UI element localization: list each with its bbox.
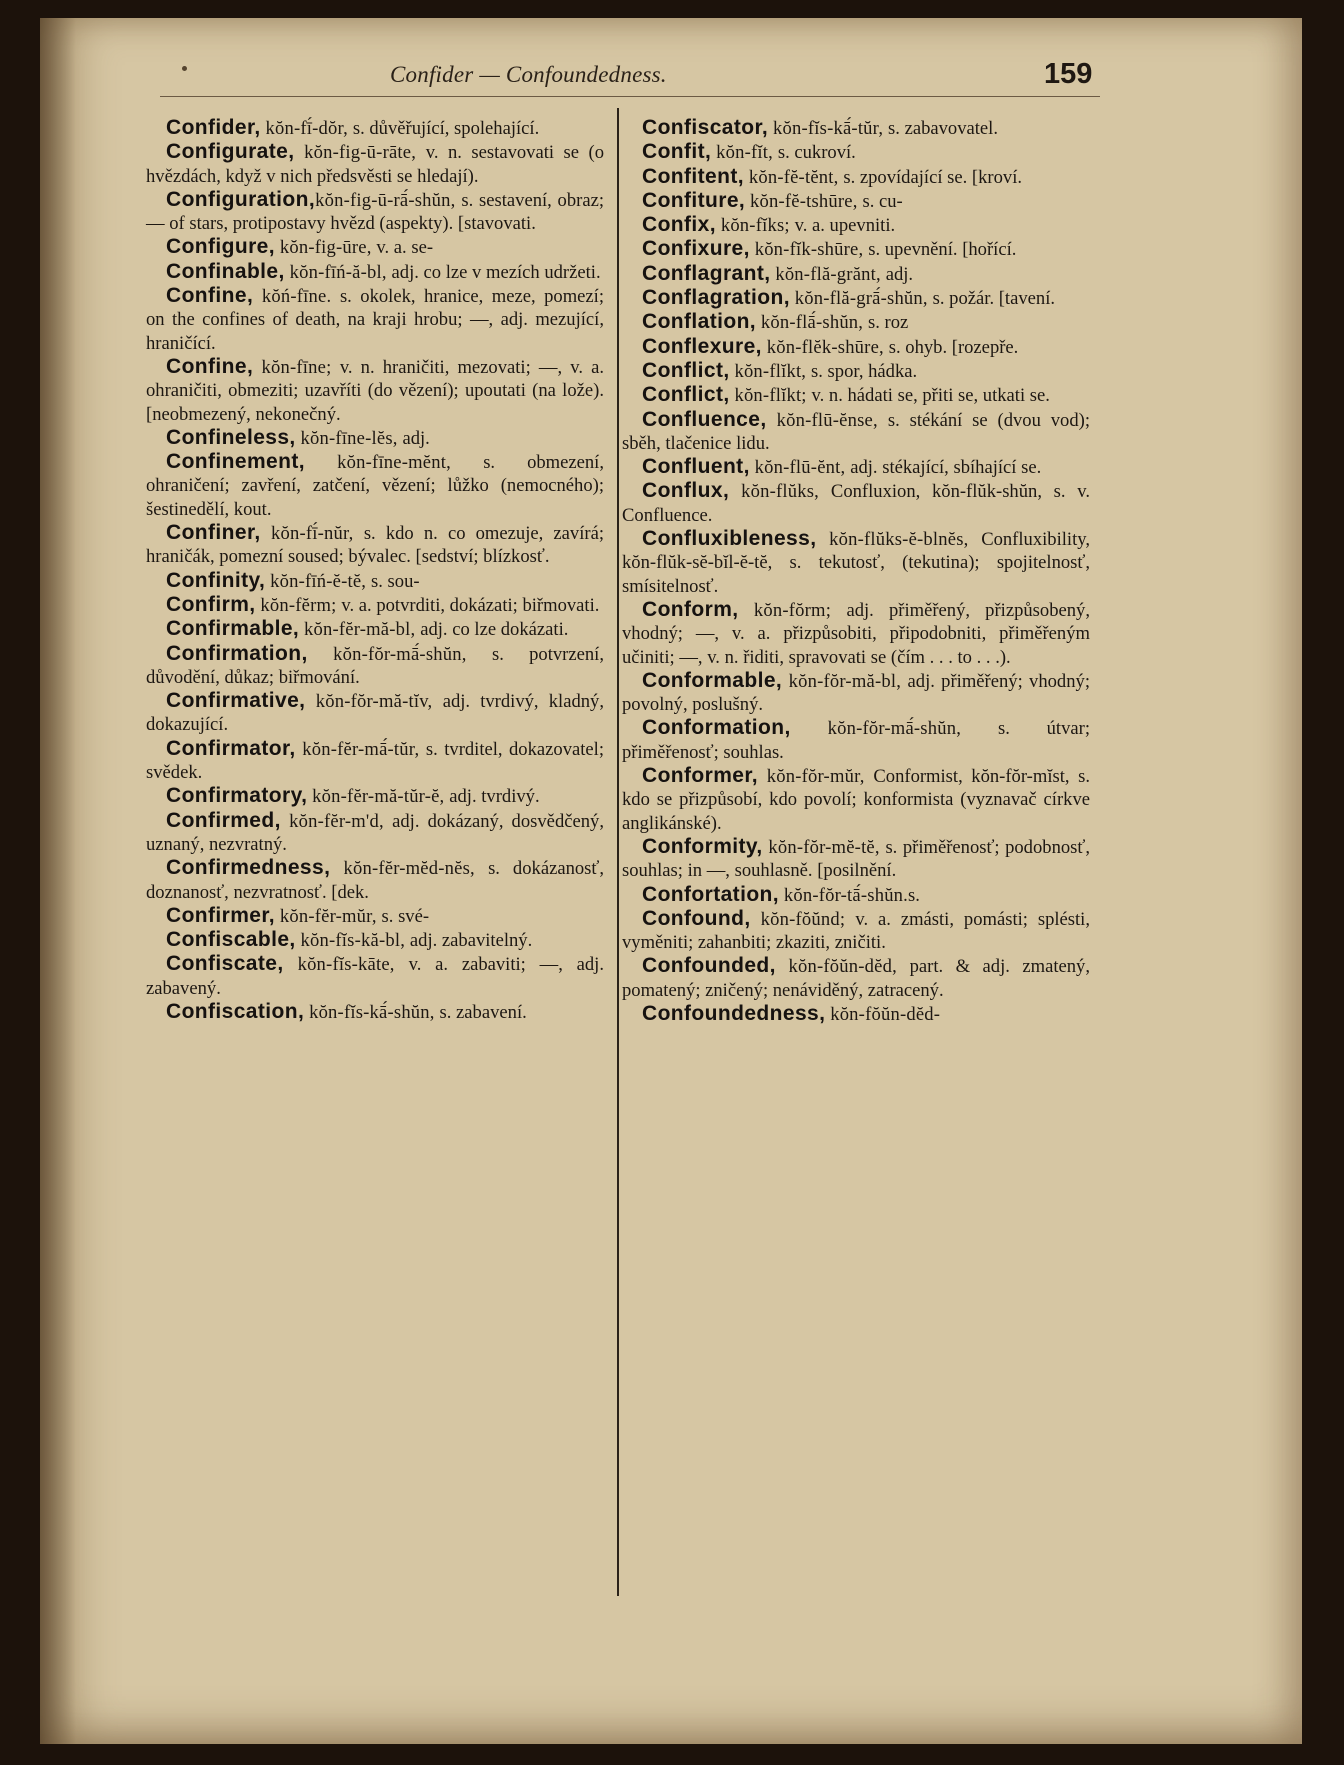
dictionary-entry [622,116,1090,140]
entry-definition: s. [908,884,920,906]
entry-pronunciation: kŏn-fĭs-kă-bl, [295,930,410,952]
entry-pronunciation: kŏn-fĭk-shūre, [749,239,869,261]
entry-pronunciation: kŏn-fĕr-mă-bl, [299,619,421,641]
entry-definition: adj. dokázaný, dosvědčený, uznaný, nezvratný. [146,810,604,855]
entry-pronunciation: kŏn-fŏŭn-dĕd, [775,956,910,978]
entry-pronunciation: kŏn-fĕ-tshūre, [745,190,863,212]
page-number: 159 [1044,58,1093,90]
entry-pronunciation: kŏn-fĕ-tĕnt, [743,166,844,188]
entry-definition: adj. stékající, sbíhající se. [850,457,1042,479]
entry-headword: Configurate, [166,140,295,164]
entry-definition: s. ohyb. [rozepře. [888,336,1019,358]
entry-pronunciation: kŏn-flă-grā́-shŭn, [789,288,933,310]
dictionary-entry [146,1000,604,1024]
dictionary-entry [146,952,604,1000]
header-rule [160,96,1100,97]
entry-headword: Confit, [642,140,712,164]
dictionary-entry [622,455,1090,479]
entry-definition: v. a. zabaviti; —, adj. zabavený. [146,954,604,999]
dictionary-entry [146,784,604,808]
entry-pronunciation: kŏn-fīń-ă-bl, [284,261,392,283]
entry-headword: Confinable, [166,259,285,283]
entry-pronunciation: kŏn-flĭkt; [729,385,812,407]
entry-headword: Confider, [166,116,261,139]
dictionary-entry [622,598,1090,669]
dictionary-entry [622,383,1090,407]
left-column [146,116,604,1024]
entry-pronunciation: kŏn-fŏr-tā́-shŭn. [779,884,909,906]
entry-headword: Confine, [166,354,254,378]
entry-definition: s. své- [381,905,430,927]
entry-pronunciation: kŏn-fŏŭnd; [750,908,856,930]
entry-definition: s. požár. [tavení. [932,288,1056,310]
entry-headword: Confounded, [642,954,776,978]
entry-pronunciation: kŏn-fig-ūre, [275,237,377,259]
entry-headword: Configuration, [166,187,316,211]
dictionary-entry [622,189,1090,213]
entry-definition: s. útvar; přiměřenosť; souhlas. [622,718,1090,763]
entry-headword: Conflux, [642,479,730,503]
entry-definition: adj. co lze v mezích udržeti. [391,261,601,283]
entry-pronunciation: kŏn-flū-ĕnse, [766,409,888,431]
entry-pronunciation: kŏn-fīne-lĕs, [295,427,403,449]
entry-headword: Confine, [166,284,254,308]
entry-headword: Confirmation, [166,641,308,665]
entry-pronunciation: kŏn-fīń-ĕ-tĕ, [265,570,372,592]
dictionary-entry [622,954,1090,1002]
entry-definition: s. potvrzení, důvodění, důkaz; biřmování. [146,643,604,688]
entry-headword: Confluence, [642,407,767,431]
entry-definition: s. upevnění. [hořící. [868,239,1017,261]
entry-pronunciation: kŏń-fīne. [253,286,340,308]
entry-pronunciation: kŏn-flū-ĕnt, [749,457,851,479]
entry-headword: Conformer, [642,764,759,788]
entry-definition: adj. zabavitelný. [409,930,533,952]
entry-pronunciation: kŏn-fĕr-mă-tŭr-ĕ, [307,786,450,808]
entry-definition: adj. co lze dokázati. [420,619,569,641]
entry-definition: s. kdo n. co omezuje, zavírá; hraničák, pomezní soused; bývalec. [sedství; blízkosť. [146,523,604,568]
entry-pronunciation: kŏn-fĕr-m'd, [280,810,393,832]
running-header: Confider — Confoundedness. [390,62,667,87]
entry-headword: Conflict, [642,358,730,382]
dictionary-entry [622,213,1090,237]
dictionary-entry [622,479,1090,527]
entry-headword: Confirmator, [166,736,296,760]
entry-definition: s. zabavovatel. [888,118,998,139]
entry-pronunciation: kŏn-fŏr-mă-bl, [782,670,908,692]
dictionary-entry [622,835,1090,883]
entry-pronunciation: kŏn-flĭkt, [729,360,812,382]
entry-pronunciation: kŏn-fĕr-mĕd-nĕs, [330,858,489,880]
entry-headword: Confiscator, [642,116,769,139]
entry-pronunciation: kŏn-fĕr-mā́-tŭr, [295,738,426,760]
dictionary-entry [622,883,1090,907]
entry-definition: v. a. zmásti, pomásti; splésti, vyměniti; zahanbiti; zkaziti, zničiti. [622,908,1090,954]
dictionary-entry [622,907,1090,955]
entry-headword: Confiture, [642,188,746,212]
entry-definition: adj. tvrdivý. [449,786,540,808]
dictionary-entry [146,593,604,617]
dictionary-entry [146,235,604,259]
entry-pronunciation: kŏn-flŭks-ĕ-blnĕs, [816,529,982,551]
entry-pronunciation: kŏn-fĭs-kāte, [283,954,409,976]
entry-definition: v. a. se- [376,237,434,259]
entry-pronunciation: kŏn-fī́-dŏr, [260,118,353,139]
entry-headword: Confirmed, [166,808,281,832]
entry-pronunciation: kŏn-fig-ū-rāte, [294,142,426,164]
dictionary-entry [146,188,604,236]
dictionary-entry [146,260,604,284]
dictionary-entry [622,359,1090,383]
dictionary-entry [622,527,1090,598]
entry-headword: Confirmable, [166,617,300,641]
entry-definition: s. tvrditel, dokazovatel; svědek. [146,738,605,784]
entry-definition: v. n. hraničiti, mezovati; —, v. a. ohraničiti, obmeziti; uzavříti (do vězení); upoutati (na lože). [neobmezený, nekonečný. [146,356,605,425]
entry-definition: s. obmezení, ohraničení; zavření, zatčení, vězení; lůžko (nemocného); šestinedělí, kout. [146,452,604,520]
entry-pronunciation: kŏn-fĭt, [711,142,778,164]
entry-headword: Confinement, [166,450,305,474]
entry-pronunciation: kŏn-fig-ū-rā́-shŭn, [315,189,462,211]
entry-definition: v. a. potvrditi, dokázati; biřmovati. [341,594,600,616]
entry-headword: Conflict, [642,383,730,407]
entry-pronunciation: kŏn-fŏŭn-dĕd- [825,1003,941,1025]
dictionary-entry [146,116,604,140]
entry-headword: Configure, [166,235,275,259]
entry-headword: Confiscable, [166,928,296,952]
dictionary-entry [146,642,604,690]
entry-headword: Confinity, [166,568,266,592]
entry-definition: adj. přiměřený; vhodný; povolný, poslušný. [622,670,1090,716]
dictionary-entry [622,1002,1090,1026]
entry-headword: Conflation, [642,310,757,334]
entry-pronunciation: kŏn-fŏr-mĕ-tĕ, [762,836,886,858]
entry-pronunciation: kŏn-fŏr-mā́-shŭn, [307,643,493,665]
entry-pronunciation: kŏn-fī́-nŭr, [260,523,364,545]
dictionary-entry [146,737,604,785]
entry-definition: s. přiměřenosť; podobnosť, souhlas; in —, souhlasně. [posilnění. [622,836,1090,882]
entry-pronunciation: kŏn-flă-grănt, [770,263,886,285]
dictionary-entry [146,689,604,737]
entry-pronunciation: kŏn-fĭks; [715,215,795,237]
entry-definition: s. cu- [862,190,903,212]
entry-definition: v. n. hádati se, přiti se, utkati se. [811,385,1050,407]
entry-definition: adj. přiměřený, přizpůsobený, vhodný; —, v. a. přizpůsobiti, připodobniti, přiměřeným učiniti; —, v. n. řiditi, spravovati se (čím . . . to . . .). [622,599,1090,668]
entry-definition: v. n. sestavovati se (o hvězdách, když v nich předsvěsti se hledají). [146,142,604,187]
entry-headword: Confiner, [166,521,261,545]
dictionary-entry [146,521,604,569]
entry-definition: s. dokázanosť, doznanosť, nezvratnosť. [dek. [146,858,604,903]
entry-pronunciation: kŏn-fĕr-mŭr, [275,905,382,927]
entry-definition: s. stékání se (dvou vod); sběh, tlačenice lidu. [622,409,1090,454]
entry-definition: s. zabavení. [439,1001,527,1023]
entry-pronunciation: kŏn-flā́-shŭn, [756,312,869,334]
entry-headword: Confortation, [642,882,780,906]
entry-pronunciation: kŏn-fŏr-mŭr, [758,766,874,788]
column-divider [617,108,619,1596]
entry-pronunciation: kŏn-fĭs-kā́-tŭr, [768,118,889,139]
entry-headword: Confirmative, [166,689,306,713]
entry-headword: Confitent, [642,164,744,188]
dictionary-entry [146,450,604,521]
entry-headword: Confound, [642,906,751,930]
entry-headword: Conformable, [642,668,783,692]
entry-pronunciation: kŏn-fĭs-kā́-shŭn, [304,1001,440,1023]
entry-headword: Conformation, [642,716,791,740]
entry-headword: Confirmedness, [166,856,331,880]
entry-definition: s. důvěřující, spolehající. [352,118,540,139]
entry-pronunciation: kŏn-fĕrm; [255,594,342,616]
dictionary-entry [146,569,604,593]
dictionary-entry [622,669,1090,717]
dictionary-entry [146,140,604,188]
entry-definition: s. sou- [371,570,420,592]
dictionary-entry [146,617,604,641]
dictionary-entry [622,764,1090,835]
entry-headword: Confluent, [642,455,750,479]
dictionary-entry [146,355,604,426]
dictionary-entry [146,856,604,904]
entry-headword: Confineless, [166,425,296,449]
entry-headword: Confirmatory, [166,784,308,808]
dictionary-entry [146,284,604,355]
entry-headword: Confirmer, [166,903,276,927]
entry-definition: part. & adj. zmatený, pomatený; zničený; nenáviděný, zatracený. [622,956,1090,1001]
entry-headword: Conflexure, [642,334,762,358]
entry-pronunciation: kŏn-fŏr-mā́-shŭn, [790,718,999,740]
entry-pronunciation: kŏn-flĕk-shūre, [761,336,889,358]
entry-pronunciation: kŏn-fīne-mĕnt, [304,452,484,474]
entry-headword: Confix, [642,213,716,237]
entry-headword: Confixure, [642,237,750,261]
ink-dot [182,66,187,71]
dictionary-entry [622,165,1090,189]
entry-headword: Conformity, [642,834,763,858]
entry-definition: adj. [885,263,914,285]
dictionary-entry [622,408,1090,456]
entry-definition: s. cukroví. [777,142,856,164]
entry-definition: s. zpovídající se. [kroví. [843,166,1023,188]
entry-pronunciation: kŏn-fŏr-mă-tĭv, [305,691,443,713]
dictionary-entry [146,809,604,857]
dictionary-entry [146,426,604,450]
entry-definition: Conformist, kŏn-fŏr-mĭst, s. kdo se přizpůsobí, kdo povolí; konformista (vyznavač církve anglikánské). [622,766,1090,834]
entry-headword: Confiscate, [166,952,284,976]
entry-definition: s. roz [868,312,909,334]
entry-pronunciation: kŏn-flŭks, [729,481,831,503]
entry-headword: Conform, [642,597,739,621]
entry-definition: s. okolek, hranice, meze, pomezí; on the confines of death, na kraji hrobu; —, adj. mezující, hraničící. [146,286,604,354]
entry-headword: Conflagration, [642,286,790,310]
dictionary-entry [622,716,1090,764]
entry-definition: v. a. upevniti. [794,215,896,237]
dictionary-entry [622,310,1090,334]
entry-headword: Conflagrant, [642,261,771,285]
dictionary-entry [622,286,1090,310]
dictionary-entry [146,928,604,952]
dictionary-entry [622,140,1090,164]
entry-definition: adj. tvrdivý, kladný, dokazující. [146,691,604,736]
entry-pronunciation: kŏn-fŏrm; [738,599,847,621]
dictionary-entry [146,904,604,928]
entry-definition: s. sestavení, obraz; — of stars, protipostavy hvězd (aspekty). [stavovati. [146,189,604,235]
entry-headword: Confluxibleness, [642,527,817,551]
binding-shadow [40,18,76,1744]
entry-definition: s. spor, hádka. [811,360,918,382]
entry-definition: adj. [402,427,430,449]
entry-definition: Confluxibility, kŏn-flŭk-sĕ-bĭl-ĕ-tĕ, s. tekutosť, (tekutina); spojitelnosť, smísitelnosť. [622,529,1090,597]
entry-headword: Confoundedness, [642,1001,826,1025]
entry-pronunciation: kŏn-fīne; [253,356,340,378]
right-column [622,116,1090,1026]
dictionary-entry [622,262,1090,286]
entry-definition: Confluxion, kŏn-flŭk-shŭn, s. v. Confluence. [622,481,1090,526]
dictionary-entry [622,335,1090,359]
entry-headword: Confirm, [166,592,256,616]
entry-headword: Confiscation, [166,999,305,1023]
dictionary-entry [622,237,1090,261]
